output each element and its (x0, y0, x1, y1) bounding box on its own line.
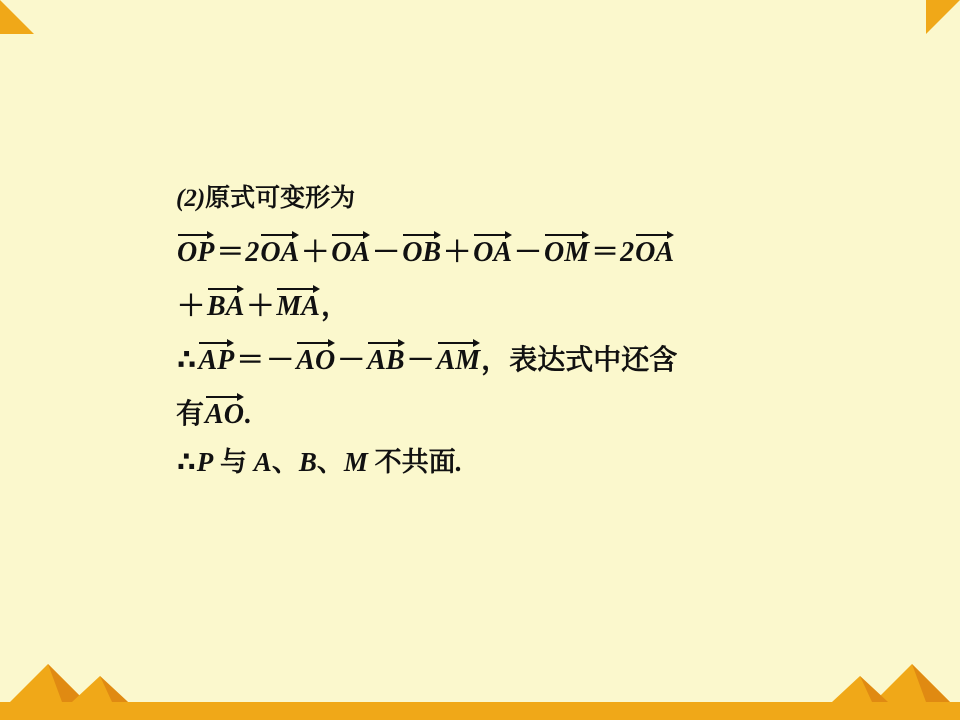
equation-line-1 (176, 230, 876, 270)
step-number: (2) (176, 185, 206, 212)
coefficient-2b: 2 (620, 237, 635, 268)
vector-oa-4: OA (635, 234, 674, 269)
equals-sign-3: ＝ (236, 343, 265, 376)
minus-sign-1: － (372, 235, 401, 268)
explanation-text-1: 表达式中还含 (509, 343, 678, 376)
vector-ao-1: AO (296, 342, 335, 377)
equation-line-3 (176, 338, 876, 378)
footer-band (0, 702, 960, 720)
minus-sign-3: － (266, 343, 295, 376)
point-a: A (253, 447, 272, 477)
comma-2: ， (481, 343, 510, 376)
therefore-symbol-1: ∴ (177, 343, 197, 376)
point-p: P (196, 447, 214, 477)
vector-oa-1: OA (260, 234, 299, 269)
with-text: 与 (220, 447, 248, 478)
minus-sign-5: － (406, 343, 435, 376)
plus-sign-2: ＋ (443, 235, 472, 268)
vector-ma: MA (276, 288, 320, 323)
equals-sign-1: ＝ (216, 235, 245, 268)
mountain-decoration (0, 662, 960, 702)
plus-sign-4: ＋ (246, 289, 275, 322)
vector-ob: OB (402, 234, 441, 269)
corner-decoration-right (926, 0, 960, 34)
equation-line-4 (176, 392, 876, 432)
conclusion-line (176, 440, 876, 479)
point-b: B (298, 447, 317, 477)
vector-oa-3: OA (473, 234, 512, 269)
vector-am: AM (437, 342, 481, 377)
minus-sign-4: － (337, 343, 366, 376)
plus-sign-1: ＋ (301, 235, 330, 268)
plus-sign-3: ＋ (177, 289, 206, 322)
point-m: M (343, 447, 368, 477)
explanation-text-2: 有 (176, 397, 205, 430)
minus-sign-2: － (514, 235, 543, 268)
period-1: . (244, 399, 252, 430)
conclusion-text: 不共面 (374, 447, 456, 478)
equals-sign-2: ＝ (591, 235, 620, 268)
vector-ao-2: AO (205, 396, 244, 431)
enumeration-comma-2: 、 (316, 447, 344, 478)
vector-ap: AP (198, 342, 234, 377)
vector-ab: AB (367, 342, 404, 377)
therefore-symbol-2: ∴ (177, 447, 196, 478)
comma-1: ， (320, 289, 349, 322)
vector-ba: BA (207, 288, 244, 323)
period-2: . (455, 447, 463, 477)
corner-decoration-left (0, 0, 34, 34)
enumeration-comma-1: 、 (271, 447, 299, 478)
vector-om: OM (544, 234, 589, 269)
coefficient-2a: 2 (245, 237, 260, 268)
vector-oa-2: OA (331, 234, 370, 269)
step-text: 原式可变形为 (205, 183, 356, 212)
equation-line-2 (176, 284, 876, 324)
line-step-label (176, 178, 876, 214)
slide-content (176, 178, 876, 479)
vector-op: OP (177, 234, 214, 269)
